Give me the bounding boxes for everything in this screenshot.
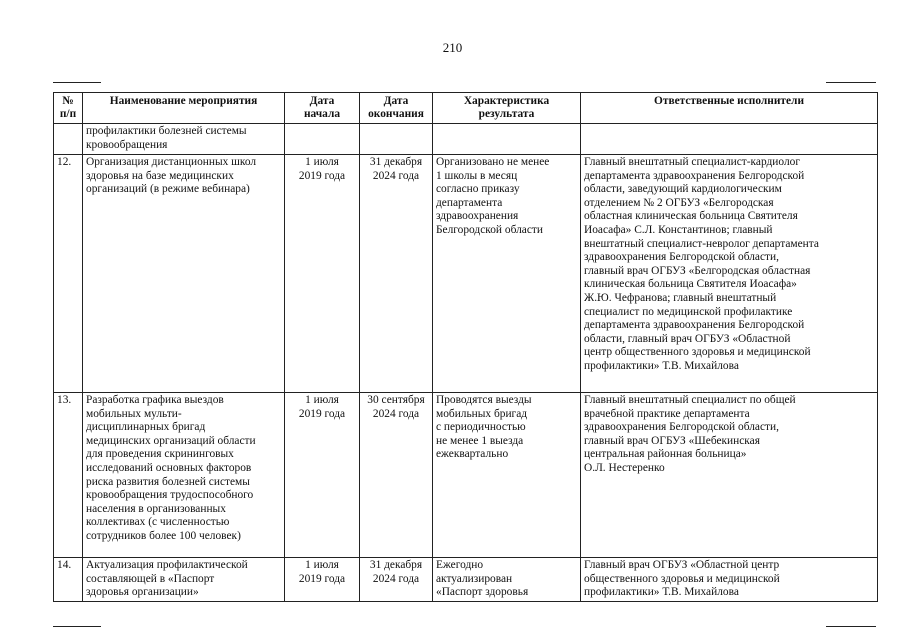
row-result (433, 124, 581, 155)
row-name: Организация дистанционных школ здоровья на базе медицинских организаций (в режиме вебинара) (83, 155, 285, 393)
header-start: Дата начала (285, 93, 360, 124)
top-rule-right (826, 82, 876, 83)
top-rule-left (53, 82, 101, 83)
row-end (360, 124, 433, 155)
header-responsible: Ответственные исполнители (581, 93, 878, 124)
row-result: Проводятся выезды мобильных бригад с периодичностью не менее 1 выезда ежеквартально (433, 393, 581, 558)
row-name: Разработка графика выездов мобильных мульти- дисциплинарных бригад медицинских организаций области для проведения скрининговых исследований основных факторов риска развития болезней системы кровообращения трудоспособного населения в организованных коллективах (с численностью сотрудников более 100 человек) (83, 393, 285, 558)
row-start: 1 июля 2019 года (285, 155, 360, 393)
header-result: Характеристика результата (433, 93, 581, 124)
table-row (54, 155, 878, 393)
measures-table (53, 92, 878, 602)
row-result: Организовано не менее 1 школы в месяц согласно приказу департамента здравоохранения Белгородской области (433, 155, 581, 393)
table-row (54, 124, 878, 155)
row-result: Ежегодно актуализирован «Паспорт здоровья (433, 558, 581, 602)
row-responsible: Главный внештатный специалист по общей врачебной практике департамента здравоохранения Белгородской области, главный врач ОГБУЗ «Шебекинская центральная районная больница» О.Л. Нестеренко (581, 393, 878, 558)
row-num: 14. (54, 558, 83, 602)
row-num (54, 124, 83, 155)
row-responsible (581, 124, 878, 155)
table-row (54, 558, 878, 602)
row-num: 12. (54, 155, 83, 393)
row-num: 13. (54, 393, 83, 558)
table-row (54, 393, 878, 558)
row-start: 1 июля 2019 года (285, 393, 360, 558)
table-header-row (54, 93, 878, 124)
bottom-rule-right (826, 626, 876, 627)
row-end: 31 декабря 2024 года (360, 558, 433, 602)
row-end: 30 сентября 2024 года (360, 393, 433, 558)
row-end: 31 декабря 2024 года (360, 155, 433, 393)
row-responsible: Главный врач ОГБУЗ «Областной центр общественного здоровья и медицинской профилактики» Т.В. Михайлова (581, 558, 878, 602)
header-end: Дата окончания (360, 93, 433, 124)
bottom-rule-left (53, 626, 101, 627)
row-name: профилактики болезней системы кровообращения (83, 124, 285, 155)
row-name: Актуализация профилактической составляющей в «Паспорт здоровья организации» (83, 558, 285, 602)
row-start: 1 июля 2019 года (285, 558, 360, 602)
header-num: № п/п (54, 93, 83, 124)
row-responsible: Главный внештатный специалист-кардиолог департамента здравоохранения Белгородской области, заведующий кардиологическим отделением № 2 ОГБУЗ «Белгородская областная клиническая больница Святителя Иоасафа» С.Л. Константинов; главный внештатный специалист-невролог департамента здравоохранения Белгородской области, главный врач ОГБУЗ «Белгородская областная клиническая больница Святителя Иоасафа» Ж.Ю. Чефранова; главный внештатный специалист по медицинской профилактике департамента здравоохранения Белгородской области, главный врач ОГБУЗ «Областной центр общественного здоровья и медицинской профилактики» Т.В. Михайлова (581, 155, 878, 393)
page-number: 210 (442, 40, 463, 55)
header-name: Наименование мероприятия (83, 93, 285, 124)
row-start (285, 124, 360, 155)
